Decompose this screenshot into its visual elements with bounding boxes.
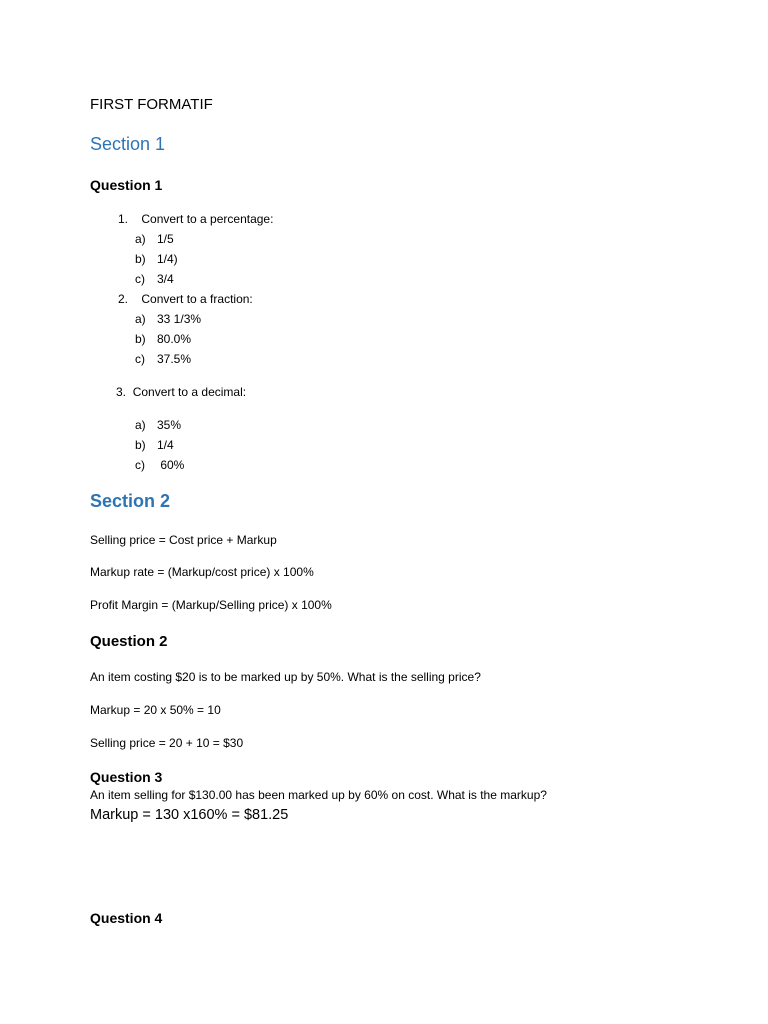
list-item-text: Convert to a fraction: xyxy=(141,292,253,306)
sub-item-text: 1/4 xyxy=(157,438,174,452)
sub-item xyxy=(135,252,178,266)
sub-item-text: 60% xyxy=(157,458,185,472)
question-2-line-markup: Markup = 20 x 50% = 10 xyxy=(90,703,221,717)
sub-item xyxy=(135,352,191,366)
list-item xyxy=(116,385,246,399)
sub-item-text: 3/4 xyxy=(157,272,174,286)
sub-item xyxy=(135,438,174,452)
question-3-prompt: An item selling for $130.00 has been marked up by 60% on cost. What is the markup? xyxy=(90,788,547,802)
sub-item xyxy=(135,418,181,432)
sub-item xyxy=(135,232,174,246)
sub-item-label: b) xyxy=(135,332,146,346)
question-3-answer: Markup = 130 x160% = $81.25 xyxy=(90,807,289,823)
list-number: 3. xyxy=(116,385,127,399)
question-4-heading: Question 4 xyxy=(90,910,163,926)
sub-item-text: 1/4) xyxy=(157,252,178,266)
question-2-heading: Question 2 xyxy=(90,633,168,650)
question-2-line-selling-price: Selling price = 20 + 10 = $30 xyxy=(90,736,244,750)
sub-item xyxy=(135,332,191,346)
list-item xyxy=(118,212,273,226)
section-2-heading: Section 2 xyxy=(90,491,171,511)
formula-markup-rate: Markup rate = (Markup/cost price) x 100% xyxy=(90,565,314,579)
sub-item-label: a) xyxy=(135,312,146,326)
document-title: FIRST FORMATIF xyxy=(90,96,213,113)
sub-item-text: 35% xyxy=(157,418,182,432)
sub-item-label: a) xyxy=(135,418,146,432)
sub-item-label: b) xyxy=(135,252,146,266)
list-item-text: Convert to a decimal: xyxy=(132,385,247,399)
sub-item xyxy=(135,272,174,286)
sub-item xyxy=(135,458,184,472)
sub-item-label: c) xyxy=(135,352,145,366)
list-item-text: Convert to a percentage: xyxy=(141,212,274,226)
sub-item-label: b) xyxy=(135,438,146,452)
question-2-prompt: An item costing $20 is to be marked up by 50%. What is the selling price? xyxy=(90,670,481,684)
sub-item-text: 1/5 xyxy=(157,232,174,246)
sub-item-text: 33 1/3% xyxy=(157,312,202,326)
formula-profit-margin: Profit Margin = (Markup/Selling price) x 100% xyxy=(90,598,332,612)
formula-selling-price: Selling price = Cost price + Markup xyxy=(90,533,277,547)
sub-item-text: 37.5% xyxy=(157,352,192,366)
list-number: 2. xyxy=(118,292,129,306)
sub-item-label: c) xyxy=(135,458,145,472)
sub-item xyxy=(135,312,201,326)
sub-item-label: a) xyxy=(135,232,146,246)
question-3-heading: Question 3 xyxy=(90,769,163,785)
sub-item-text: 80.0% xyxy=(157,332,192,346)
list-number: 1. xyxy=(118,212,129,226)
sub-item-label: c) xyxy=(135,272,145,286)
question-1-heading: Question 1 xyxy=(90,177,163,193)
section-1-heading: Section 1 xyxy=(90,134,166,154)
list-item xyxy=(118,292,253,306)
